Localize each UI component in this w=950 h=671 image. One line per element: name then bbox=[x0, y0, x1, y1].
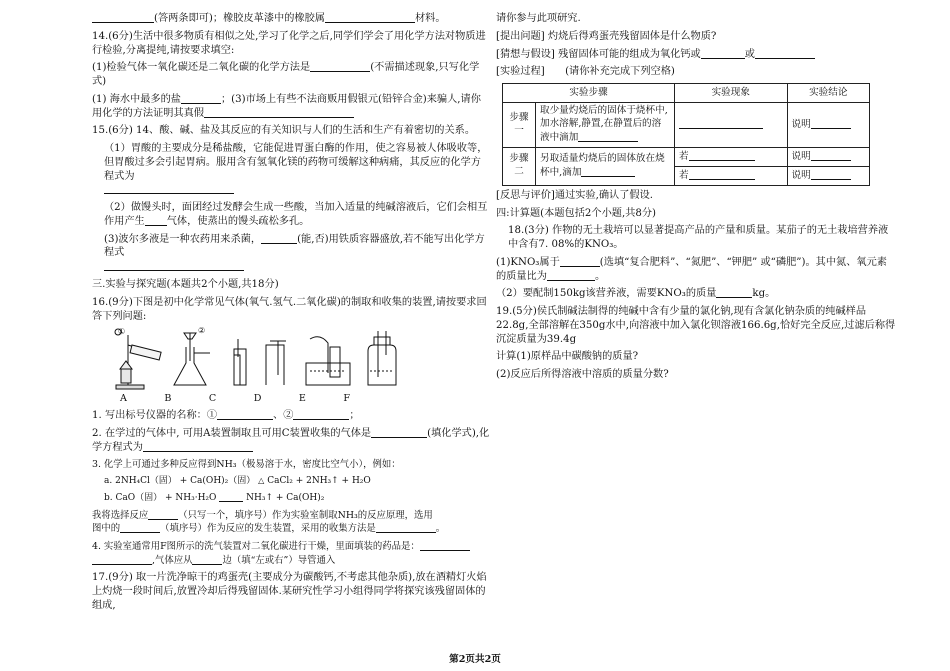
answer-blank[interactable] bbox=[811, 150, 851, 161]
q14-heading: 14.(6分)生活中很多物质有相似之处,学习了化学之后,同学们学会了用化学方法对物质进行检验,分离提纯,请按要求填空: bbox=[92, 30, 486, 56]
answer-blank[interactable] bbox=[689, 150, 755, 161]
lab-apparatus-figure bbox=[110, 327, 410, 391]
q15-part3: (3)波尔多液是一种农药用来杀菌， (能,否)用铁质容器盛放,若不能写出化学方程式 bbox=[92, 233, 490, 274]
answer-blank[interactable] bbox=[204, 107, 354, 118]
column-header-steps: 实验步骤 bbox=[503, 84, 675, 103]
column-header-conclusion: 实验结论 bbox=[787, 84, 870, 103]
answer-blank[interactable] bbox=[716, 287, 752, 298]
q16-equation-b: b. CaO（固） + NH₃·H₂O NH₃↑ + Ca(OH)₂ bbox=[104, 493, 325, 504]
table-header-row bbox=[503, 84, 870, 103]
answer-blank[interactable] bbox=[755, 48, 815, 59]
step-description: 另取适量灼烧后的固体放在烧杯中,滴加 bbox=[536, 147, 675, 185]
q19-heading: 19.(5分)侯氏制碱法制得的纯碱中含有少量的氯化钠,现有含氯化钠杂质的纯碱样品22.8g,全部溶解在350g水中,向溶液中加入氯化钡溶液166.6g,恰好完全反应,过滤后称得沉淀质量为39.4g bbox=[496, 306, 896, 345]
experiment-table bbox=[502, 83, 870, 186]
answer-blank[interactable] bbox=[811, 169, 851, 180]
answer-blank[interactable] bbox=[581, 166, 635, 177]
answer-blank[interactable] bbox=[701, 48, 745, 59]
answer-blank[interactable] bbox=[371, 427, 427, 438]
q17-process: [实验过程] (请你补充完成下列空格) bbox=[496, 66, 675, 78]
answer-blank[interactable] bbox=[811, 118, 851, 129]
answer-blank[interactable] bbox=[145, 215, 167, 226]
q16-equation-a: a. 2NH₄Cl（固） + Ca(OH)₂（固） △ CaCl₂ + 2NH₃↑ + H₂O bbox=[104, 476, 371, 487]
observation-cell: 若 bbox=[675, 166, 788, 185]
answer-blank[interactable] bbox=[578, 131, 638, 142]
column-header-phenomena: 实验现象 bbox=[675, 84, 788, 103]
step-description: 取少量灼烧后的固体于烧杯中,加水溶解,静置,在静置后的溶液中滴加 bbox=[536, 103, 675, 148]
answer-blank[interactable] bbox=[689, 169, 755, 180]
q14-part1: (1)检验气体一氧化碳还是二氧化碳的化学方法是 (不需描述现象,只写化学式) bbox=[92, 62, 480, 88]
q18-heading: 18.(3分) 作物的无土栽培可以显著提高产品的产量和质量。某茄子的无土栽培营养液中含有7. 08%的KNO₃。 bbox=[508, 225, 889, 251]
answer-blank[interactable] bbox=[420, 540, 470, 551]
q18-part1: (1)KNO₃属于 (选填“复合肥料”、“氮肥”、“钾肥” 或“磷肥”)。其中氮、氧元素的质量比为 。 bbox=[496, 256, 887, 282]
q16-part3-answer: 我将选择反应 （只写一个，填序号）作为实验室制取NH₃的反应原理，选用 图中的 （填序号）作为反应的发生装置，采用的收集方法是 。 bbox=[92, 509, 446, 535]
instrument-label-2: ② bbox=[198, 327, 206, 336]
q18-part2: （2）要配制150kg该营养液，需要KNO₃的质量 kg。 bbox=[496, 288, 776, 300]
conclusion-cell: 说明 bbox=[787, 147, 870, 166]
left-column bbox=[92, 12, 490, 617]
q13-tail: (答两条即可)；橡胶皮革漆中的橡胶属 材料。 bbox=[92, 12, 490, 26]
answer-blank[interactable] bbox=[92, 12, 154, 23]
observation-cell bbox=[675, 103, 788, 148]
conclusion-cell: 说明 bbox=[787, 103, 870, 148]
answer-blank[interactable] bbox=[325, 12, 415, 23]
answer-blank[interactable] bbox=[376, 522, 436, 533]
q17-hypothesis: [猜想与假设] 残留固体可能的组成为氧化钙或 或 bbox=[496, 48, 896, 62]
answer-blank[interactable] bbox=[293, 409, 349, 420]
table-row bbox=[503, 147, 870, 166]
answer-blank[interactable] bbox=[104, 260, 244, 271]
page-footer: 第2页共2页 bbox=[449, 654, 501, 665]
answer-blank[interactable] bbox=[560, 256, 600, 267]
answer-blank[interactable] bbox=[679, 118, 763, 129]
conclusion-cell: 说明 bbox=[787, 166, 870, 185]
heat-condition-symbol: △ bbox=[258, 476, 265, 486]
q16-heading: 16.(9分)下图是初中化学常见气体(氧气.氢气.二氧化碳)的制取和收集的装置,请按要求回答下列问题: bbox=[92, 296, 487, 322]
q19-part1: 计算(1)原样品中碳酸钠的质量? bbox=[496, 351, 639, 363]
right-column bbox=[496, 12, 896, 386]
q14-part2: (1) 海水中最多的盐 ；(3)市场上有些不法商贩用假银元(铅锌合金)来骗人,请你用化学的方法证明其真假 bbox=[92, 93, 481, 119]
q16-part2: 2. 在学过的气体中, 可用A装置制取且可用C装置收集的气体是 (填化学式),化学方程式为 bbox=[92, 428, 490, 453]
q17-heading: 17.(9分) 取一片洗净晾干的鸡蛋壳(主要成分为碳酸钙,不考虑其他杂质),放在酒精灯火焰上灼烧一段时间后,放置冷却后得残留固体.某研究性学习小组得同学将探究该残留固体的组成, bbox=[92, 572, 487, 611]
answer-blank[interactable] bbox=[104, 183, 234, 194]
answer-blank[interactable] bbox=[120, 522, 160, 533]
observation-cell: 若 bbox=[675, 147, 788, 166]
answer-blank[interactable] bbox=[92, 554, 152, 565]
q15-heading: 15.(6分) 14、酸、碱、盐及其反应的有关知识与人们的生活和生产有着密切的关系。 bbox=[92, 125, 476, 137]
answer-blank[interactable] bbox=[181, 93, 221, 104]
step-label: 步骤二 bbox=[503, 147, 536, 185]
q17-continued: 请你参与此项研究. bbox=[496, 13, 581, 24]
q19-part2: (2)反应后所得溶液中溶质的质量分数? bbox=[496, 369, 669, 381]
answer-blank[interactable] bbox=[261, 233, 297, 244]
table-row bbox=[503, 103, 870, 148]
answer-blank[interactable] bbox=[148, 509, 178, 520]
apparatus-e bbox=[306, 337, 350, 385]
answer-blank[interactable] bbox=[143, 441, 253, 452]
q17-reflection: [反思与评价]通过实验,确认了假设. bbox=[496, 189, 654, 201]
answer-blank[interactable] bbox=[547, 270, 595, 281]
q16-part3: 3. 化学上可通过多种反应得到NH₃（极易溶于水，密度比空气小），例如： bbox=[92, 458, 401, 470]
q15-part2: （2）做馒头时，面团经过发酵会生成一些酸，当加入适量的纯碱溶液后，它们会相互作用产生 气体，使蒸出的馒头疏松多孔。 bbox=[104, 202, 488, 227]
step-label: 步骤一 bbox=[503, 103, 536, 148]
apparatus-b bbox=[174, 333, 210, 385]
q15-part1: （1）胃酸的主要成分是稀盐酸，它能促进胃蛋白酶的作用，使之容易被人体吸收等，但胃酸过多会引起胃病。服用含有氢氧化镁的药物可缓解这种病痛，其反应的化学方程式为 bbox=[92, 142, 490, 197]
reaction-arrow bbox=[219, 491, 243, 502]
apparatus-letter-labels: A B C D E F bbox=[120, 393, 350, 405]
answer-blank[interactable] bbox=[217, 409, 273, 420]
apparatus-f bbox=[368, 331, 396, 385]
instrument-label-1: ① bbox=[118, 327, 126, 337]
q16-part4: 4. 实验室通常用F图所示的洗气装置对二氧化碳进行干燥，里面填装的药品是： ,气体应从 边（填“左或右”）导管通入 bbox=[92, 540, 490, 567]
answer-blank[interactable] bbox=[310, 61, 370, 72]
section-4-title: 四:计算题(本题包括2个小题,共8分) bbox=[496, 207, 657, 219]
answer-blank[interactable] bbox=[192, 554, 222, 565]
q17-question: [提出问题] 灼烧后得鸡蛋壳残留固体是什么物质? bbox=[496, 30, 717, 42]
q16-part1: 1. 写出标号仪器的名称：① 、② ； bbox=[92, 410, 360, 422]
apparatus-d bbox=[266, 341, 286, 385]
apparatus-a bbox=[115, 329, 161, 389]
section-3-title: 三.实验与探究题(本题共2个小题,共18分) bbox=[92, 279, 279, 291]
apparatus-c bbox=[234, 339, 246, 385]
